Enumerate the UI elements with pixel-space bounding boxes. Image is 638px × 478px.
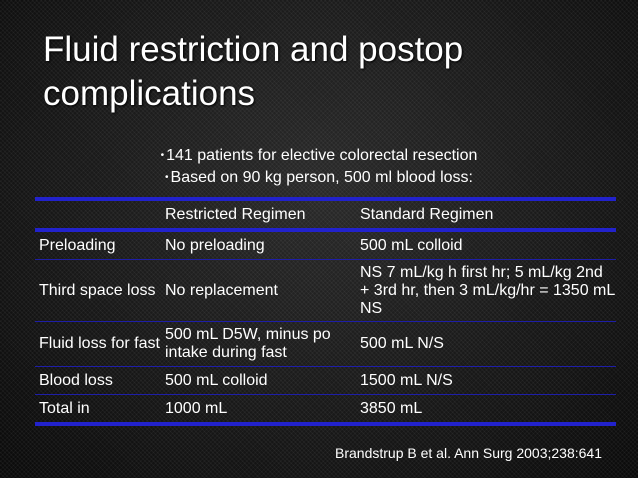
row-label: Total in bbox=[39, 399, 90, 417]
slide-title: Fluid restriction and postop complications bbox=[43, 30, 464, 113]
standard-value: 1500 mL N/S bbox=[360, 371, 453, 389]
row-label: Blood loss bbox=[39, 371, 113, 389]
table-bottom-rule bbox=[35, 422, 616, 426]
table-row bbox=[35, 367, 616, 394]
table-row bbox=[35, 232, 616, 259]
row-label: Third space loss bbox=[39, 281, 156, 299]
restricted-value: 1000 mL bbox=[165, 399, 228, 417]
bullet-marker: • bbox=[165, 172, 169, 184]
bullet-marker: • bbox=[160, 150, 165, 161]
comparison-table bbox=[35, 197, 616, 426]
restricted-value: 500 mL colloid bbox=[165, 371, 268, 389]
row-label: Preloading bbox=[39, 236, 116, 254]
table-row bbox=[35, 322, 616, 366]
bullet-text: 141 patients for elective colorectal resection bbox=[166, 147, 478, 165]
standard-value: 3850 mL bbox=[360, 399, 423, 417]
table-row bbox=[35, 260, 616, 321]
row-label: Fluid loss for fast bbox=[39, 335, 160, 352]
table-row bbox=[35, 395, 616, 422]
header-cell-restricted: Restricted Regimen bbox=[165, 205, 306, 223]
bullet-text: Based on 90 kg person, 500 ml blood loss: bbox=[170, 169, 473, 187]
standard-value: 500 mL colloid bbox=[360, 236, 463, 254]
table-header-row bbox=[35, 201, 616, 228]
bullet-item bbox=[0, 145, 638, 167]
standard-value: 500 mL N/S bbox=[360, 335, 444, 352]
standard-value: NS 7 mL/kg h first hr; 5 mL/kg 2nd + 3rd hr, then 3 mL/kg/hr = 1350 mL NS bbox=[360, 263, 615, 317]
bullet-item bbox=[0, 167, 638, 189]
bullet-list bbox=[0, 145, 638, 189]
restricted-value: No preloading bbox=[165, 236, 265, 254]
citation: Brandstrup B et al. Ann Surg 2003;238:641 bbox=[335, 445, 602, 461]
restricted-value: No replacement bbox=[165, 281, 278, 299]
restricted-value: 500 mL D5W, minus po intake during fast bbox=[165, 326, 331, 361]
header-cell-standard: Standard Regimen bbox=[360, 205, 494, 223]
